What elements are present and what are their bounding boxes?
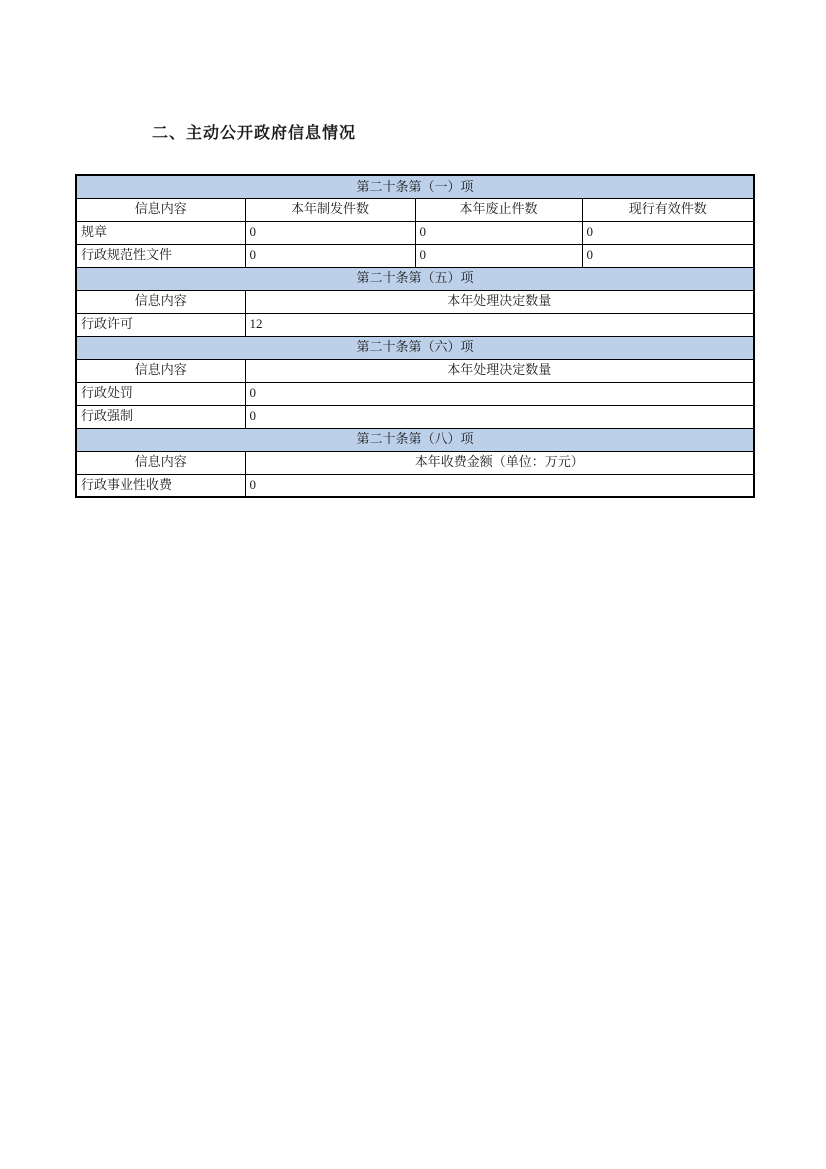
section-header-row xyxy=(76,267,754,290)
table-row xyxy=(76,474,754,497)
cell-value: 0 xyxy=(415,244,582,267)
page-title: 二、主动公开政府信息情况 xyxy=(152,125,357,142)
row-label: 行政规范性文件 xyxy=(76,244,245,267)
table-row xyxy=(76,405,754,428)
column-header: 信息内容 xyxy=(76,290,245,313)
column-header-row xyxy=(76,451,754,474)
table-row xyxy=(76,244,754,267)
cell-value: 12 xyxy=(245,313,754,336)
section-header: 第二十条第（六）项 xyxy=(76,336,754,359)
table-row xyxy=(76,313,754,336)
row-label: 规章 xyxy=(76,221,245,244)
table-row xyxy=(76,382,754,405)
cell-value: 0 xyxy=(245,244,415,267)
row-label: 行政事业性收费 xyxy=(76,474,245,497)
column-header: 信息内容 xyxy=(76,198,245,221)
column-header: 信息内容 xyxy=(76,359,245,382)
column-header: 现行有效件数 xyxy=(582,198,754,221)
section-header: 第二十条第（五）项 xyxy=(76,267,754,290)
column-header: 本年制发件数 xyxy=(245,198,415,221)
section-header-row xyxy=(76,336,754,359)
column-header: 本年处理决定数量 xyxy=(245,359,754,382)
column-header: 本年废止件数 xyxy=(415,198,582,221)
section-header-row xyxy=(76,428,754,451)
column-header-row xyxy=(76,290,754,313)
cell-value: 0 xyxy=(245,221,415,244)
row-label: 行政许可 xyxy=(76,313,245,336)
column-header: 本年收费金额（单位：万元） xyxy=(245,451,754,474)
column-header-row xyxy=(76,198,754,221)
cell-value: 0 xyxy=(582,244,754,267)
table-row xyxy=(76,221,754,244)
section-header: 第二十条第（一）项 xyxy=(76,175,754,198)
cell-value: 0 xyxy=(245,405,754,428)
cell-value: 0 xyxy=(582,221,754,244)
disclosure-table xyxy=(75,174,755,498)
row-label: 行政强制 xyxy=(76,405,245,428)
row-label: 行政处罚 xyxy=(76,382,245,405)
column-header-row xyxy=(76,359,754,382)
cell-value: 0 xyxy=(245,474,754,497)
cell-value: 0 xyxy=(245,382,754,405)
column-header: 本年处理决定数量 xyxy=(245,290,754,313)
section-header: 第二十条第（八）项 xyxy=(76,428,754,451)
cell-value: 0 xyxy=(415,221,582,244)
section-header-row xyxy=(76,175,754,198)
column-header: 信息内容 xyxy=(76,451,245,474)
